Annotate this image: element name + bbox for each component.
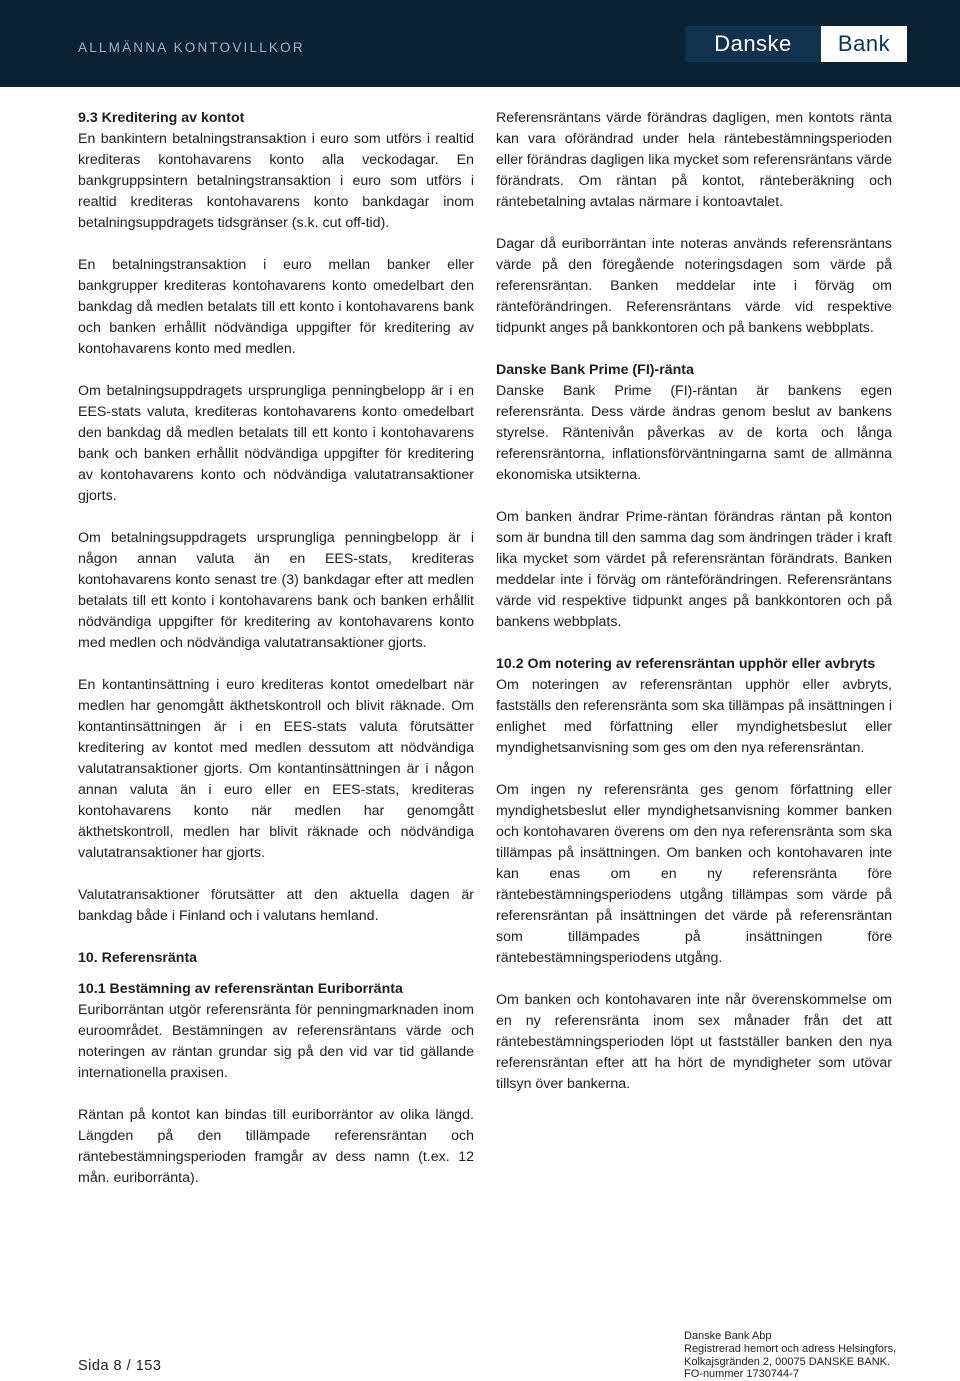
heading-prime-rate: Danske Bank Prime (FI)-ränta [496,362,694,378]
logo-word-danske: Danske [685,26,821,62]
company-info [684,1330,896,1381]
paragraph: En kontantinsättning i euro krediteras kontot omedelbart när medlen har genomgått äkthetskontroll och blivit räknade. Om kontantinsättningen är i en EES-stats valuta förutsätter kreditering av kontot med medlen dessutom att nödvändiga valutatransaktioner gjorts. Om kontantinsättningen är i någon annan valuta än i euro eller en EES-stats, krediteras kontohavarens konto när medlen har genomgått äkthetskontroll, medlen har blivit räknade och nödvändiga valutatransaktioner har gjorts. [78,677,474,861]
paragraph: Valutatransaktioner förutsätter att den aktuella dagen är bankdag både i Finland och i valutans hemland. [78,887,474,924]
paragraph: En betalningstransaktion i euro mellan banker eller bankgrupper krediteras kontohavarens konto omedelbart den bankdag då medlen betalats till ett konto i kontohavarens bank och banken erhållit nödvändiga uppgifter för kreditering av kontohavarens konto med medlen. [78,257,474,357]
business-id: FO-nummer 1730744-7 [684,1368,799,1381]
paragraph: Om banken och kontohavaren inte når överenskommelse om en ny referensränta inom sex månader från det att räntebestämningsperioden löpt ut fastställer banken den nya referensräntan efter att ha hört de myndigheter som utövar tillsyn över bankerna. [496,992,892,1092]
paragraph: Euriborräntan utgör referensränta för penningmarknaden inom euroområdet. Bestämningen av referensräntans värde och noteringen av räntan grundar sig på den vid var tid gällande internationella praxisen. [78,1002,474,1081]
left-column [78,108,474,1210]
paragraph: Om noteringen av referensräntan upphör eller avbryts, fastställs den referensränta som ska tillämpas på insättningen i enlighet med författning eller myndighetsbeslut eller myndighetsanvisning som ges om den nya referensräntan. [496,677,892,756]
paragraph: Om betalningsuppdragets ursprungliga penningbelopp är i någon annan valuta än en EES-stats, krediteras kontohavarens konto senast tre (3) bankdagar efter att medlen betalats till ett konto i kontohavarens bank och banken erhållit nödvändiga uppgifter för kreditering av kontohavarens konto med medlen och nödvändiga valutatransaktioner gjorts. [78,530,474,651]
paragraph: Om betalningsuppdragets ursprungliga penningbelopp är i en EES-stats valuta, krediteras kontohavarens konto omedelbart den bankdag då medlen betalats till ett konto i kontohavarens bank och banken erhållit nödvändiga uppgifter för kreditering av kontohavarens konto och nödvändiga valutatransaktioner gjorts. [78,383,474,504]
paragraph: En bankintern betalningstransaktion i euro som utförs i realtid krediteras kontohavarens konto alla veckodagar. En bankgruppsintern betalningstransaktion i euro som utförs i realtid krediteras kontohavarens konto bankdagar inom betalningsuppdragets tidsgränser (s.k. cut off-tid). [78,131,474,231]
page-number: Sida 8 / 153 [78,1358,162,1374]
paragraph: Om banken ändrar Prime-räntan förändras räntan på konton som är bundna till den samma dag som ändringen träder i kraft lika mycket som värdet på referensräntan förändrats. Banken meddelar inte i förväg om ränteförändringen. Referensräntans värde vid respektive tidpunkt anges på bankkontoren och på bankens webbplats. [496,509,892,630]
company-address-line-2: Kolkajsgränden 2, 00075 DANSKE BANK. [684,1355,891,1368]
paragraph: Dagar då euriborräntan inte noteras används referensräntans värde på den föregående noteringsdagen som värde på referensräntan. Banken meddelar inte i förväg om ränteförändringen. Referensräntans värde vid respektive tidpunkt anges på bankkontoren och på bankens webbplats. [496,236,892,336]
company-address-line-1: Registrerad hemort och adress Helsingfors, [684,1342,897,1355]
document-title: ALLMÄNNA KONTOVILLKOR [78,40,305,55]
company-name: Danske Bank Abp [684,1330,772,1342]
paragraph: Danske Bank Prime (FI)-räntan är bankens egen referensränta. Dess värde ändras genom beslut av bankens styrelse. Räntenivån påverkas av de korta och långa referensräntorna, inflationsförväntningarna samt de allmänna ekonomiska utsikterna. [496,383,892,483]
logo-word-bank: Bank [821,26,907,62]
page-header [0,0,960,87]
right-column [496,108,892,1116]
heading-10-1: 10.1 Bestämning av referensräntan Euriborränta [78,981,403,997]
heading-10-2: 10.2 Om notering av referensräntan upphör eller avbryts [496,656,876,672]
heading-9-3: 9.3 Kreditering av kontot [78,110,245,126]
heading-10: 10. Referensränta [78,950,198,966]
danske-bank-logo [685,26,907,62]
paragraph: Referensräntans värde förändras dagligen, men kontots ränta kan vara oförändrad under hela räntebestämningsperioden eller förändras dagligen lika mycket som referensräntans värde förändrats. Om räntan på kontot, ränteberäkning och räntebetalning avtalas närmare i kontoavtalet. [496,110,892,210]
paragraph: Räntan på kontot kan bindas till euriborräntor av olika längd. Längden på den tillämpade referensräntan och räntebestämningsperioden framgår av dess namn (t.ex. 12 mån. euriborränta). [78,1107,474,1186]
paragraph: Om ingen ny referensränta ges genom författning eller myndighetsbeslut eller myndighetsanvisning kommer banken och kontohavaren överens om den nya referensränta som ska tillämpas på insättningen. Om banken och kontohavaren inte kan enas om en ny referensränta före räntebestämningsperiodens utgång tillämpas som värde på referensräntan på insättningen det värde på referensräntan som tillämpades på insättningen före räntebestämningsperiodens utgång. [496,782,892,966]
